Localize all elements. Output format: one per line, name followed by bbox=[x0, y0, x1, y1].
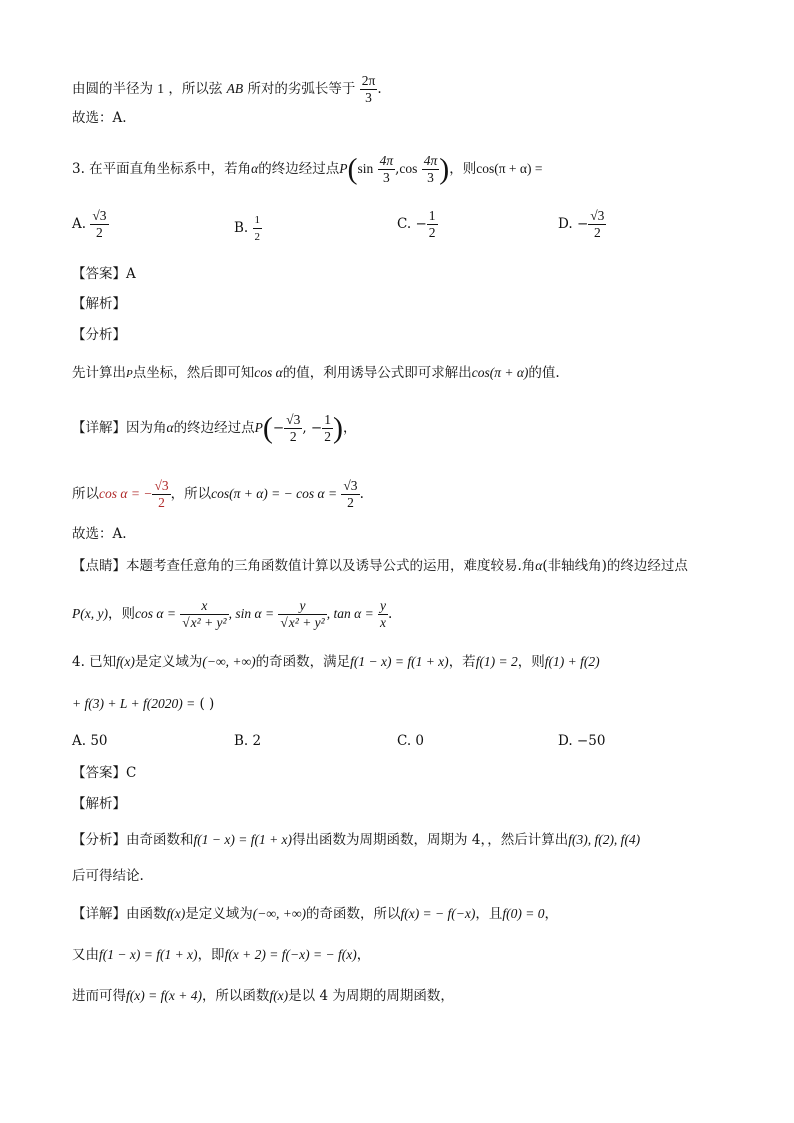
numerator: 1 bbox=[428, 208, 436, 223]
math: f(1 − x) = f(1 + x) bbox=[350, 654, 449, 669]
answer-label: 【答案】A bbox=[72, 266, 136, 282]
math: P(x, y) bbox=[72, 606, 108, 621]
option-a[interactable] bbox=[72, 208, 109, 241]
text: ，则 bbox=[517, 654, 545, 670]
math: + f(3) + L + f(2020) = bbox=[72, 696, 196, 711]
denominator: 2 bbox=[347, 495, 354, 510]
option-b[interactable] bbox=[234, 212, 262, 245]
math: f(1 − x) = f(1 + x) bbox=[99, 947, 198, 962]
math: f(1 − x) = f(1 + x) bbox=[193, 832, 293, 847]
paren: ( bbox=[347, 152, 358, 186]
math: α bbox=[166, 420, 174, 435]
fraction bbox=[588, 208, 606, 241]
math: cos α = − bbox=[99, 486, 153, 501]
fraction bbox=[341, 478, 359, 511]
minus: − bbox=[415, 216, 427, 232]
option-b[interactable]: B. 2 bbox=[234, 733, 262, 749]
text: ，且 bbox=[475, 906, 503, 922]
paren: ) bbox=[332, 411, 343, 445]
fraction bbox=[284, 412, 302, 445]
denominator: √x² + y² bbox=[182, 615, 227, 630]
denominator: x bbox=[379, 615, 386, 630]
math: cos bbox=[399, 161, 418, 176]
fenxi-text-2: 后可得结论. bbox=[72, 868, 144, 884]
numerator: √3 bbox=[286, 412, 301, 427]
text: ，则 bbox=[449, 161, 477, 177]
numerator: √3 bbox=[343, 478, 358, 493]
text: ，若 bbox=[448, 654, 476, 670]
detail-line: 【详解】因为角α的终边经过点P(− $\frac{√3}{2}$ , − $\frac{1}{2}$ )， bbox=[72, 411, 357, 445]
text: 的奇函数，所以 bbox=[305, 906, 401, 922]
text: 【详解】由函数 bbox=[72, 906, 167, 922]
answer-label: 【答案】C bbox=[72, 765, 137, 781]
detail-line bbox=[72, 904, 558, 924]
numerator: √3 bbox=[590, 208, 605, 223]
paren: ( bbox=[262, 411, 273, 445]
text: 所对的劣弧长等于 bbox=[247, 81, 356, 97]
option-c[interactable]: C. 0 bbox=[397, 733, 425, 749]
text: 是定义域为 bbox=[185, 906, 253, 922]
denominator: 2 bbox=[96, 225, 103, 240]
math: P bbox=[254, 420, 263, 435]
denominator: 3 bbox=[365, 90, 372, 105]
text: . bbox=[359, 486, 364, 502]
option-d[interactable]: D. −50 bbox=[558, 733, 606, 749]
jiexi-label: 【解析】 bbox=[72, 296, 126, 312]
choose-line: 故选：A. bbox=[72, 110, 127, 126]
numerator: y bbox=[379, 598, 386, 613]
numerator: y bbox=[278, 598, 326, 615]
final-line bbox=[72, 986, 454, 1006]
denominator: √x² + y² bbox=[280, 615, 325, 630]
math: AB bbox=[226, 81, 244, 96]
q3-stem bbox=[72, 153, 542, 186]
math: f(x + 2) = f(−x) = − f(x) bbox=[224, 947, 357, 962]
minus: − bbox=[576, 216, 589, 232]
denominator: 2 bbox=[593, 225, 601, 240]
text: 4. 已知 bbox=[72, 654, 117, 670]
text: (非轴线角)的终边经过点 bbox=[542, 558, 688, 574]
math: α bbox=[535, 558, 543, 573]
jiexi-label: 【解析】 bbox=[72, 796, 126, 812]
so-line bbox=[72, 478, 364, 511]
text: ，所以弦 bbox=[168, 81, 223, 97]
math: , sin α = bbox=[228, 606, 275, 621]
math: cos α = bbox=[134, 606, 176, 621]
q4-stem-2 bbox=[72, 694, 214, 714]
denominator: 2 bbox=[289, 429, 297, 444]
again-line bbox=[72, 945, 370, 965]
numerator: x bbox=[180, 598, 228, 615]
math: P bbox=[126, 368, 133, 380]
text: 的奇函数，满足 bbox=[255, 654, 351, 670]
text: ， bbox=[356, 947, 371, 963]
text: 3. 在平面直角坐标系中，若角 bbox=[72, 161, 252, 177]
text: 的值. bbox=[528, 365, 560, 381]
label: B. bbox=[234, 220, 249, 236]
text: 又由 bbox=[72, 947, 99, 963]
math: f(1) = 2 bbox=[475, 654, 518, 669]
text-line bbox=[72, 73, 382, 106]
math: f(3), f(2), f(4) bbox=[568, 832, 641, 847]
math: f(x) = f(x + 4) bbox=[126, 988, 202, 1003]
math: sin bbox=[357, 161, 374, 176]
text: ， bbox=[342, 420, 357, 436]
math: f(x) bbox=[116, 654, 135, 669]
text: . bbox=[387, 606, 393, 622]
fraction bbox=[253, 212, 263, 245]
text: 的终边经过点 bbox=[173, 420, 255, 436]
denominator: 2 bbox=[324, 429, 331, 444]
fraction bbox=[422, 153, 440, 186]
math: f(x) = − f(−x) bbox=[400, 906, 476, 921]
dianjing-line bbox=[72, 556, 688, 576]
text: ， bbox=[544, 906, 558, 922]
blank: ( ) bbox=[199, 696, 215, 712]
text: 是以 4 为周期的周期函数， bbox=[288, 988, 454, 1004]
math: cos(π + α) = bbox=[476, 161, 543, 176]
choose-line: 故选：A. bbox=[72, 526, 127, 542]
math: f(0) = 0 bbox=[502, 906, 545, 921]
fraction bbox=[360, 73, 378, 106]
text: 点坐标，然后即可知 bbox=[132, 365, 255, 381]
fraction bbox=[427, 208, 438, 241]
option-a[interactable]: A. 50 bbox=[72, 733, 108, 749]
text: ，即 bbox=[197, 947, 225, 963]
denominator: 2 bbox=[254, 231, 261, 243]
option-c[interactable] bbox=[397, 208, 438, 241]
numerator: √3 bbox=[154, 478, 169, 493]
text: 的终边经过点 bbox=[258, 161, 340, 177]
text: . bbox=[377, 81, 382, 97]
math: cos(π + α) = − cos α = bbox=[211, 486, 338, 501]
math: 1 bbox=[157, 81, 165, 96]
text: 的值，利用诱导公式即可求解出 bbox=[282, 365, 472, 381]
math: f(1) + f(2) bbox=[544, 654, 600, 669]
math: , tan α = bbox=[326, 606, 374, 621]
label: C. bbox=[397, 216, 412, 232]
text: 先计算出 bbox=[72, 365, 126, 381]
fraction bbox=[152, 478, 170, 511]
numerator: 1 bbox=[253, 212, 263, 229]
text: 是定义域为 bbox=[134, 654, 203, 670]
text: 进而可得 bbox=[72, 988, 126, 1004]
text: 【分析】由奇函数和 bbox=[72, 832, 194, 848]
fraction bbox=[378, 598, 388, 631]
text: 得出函数为周期函数，周期为 4，，然后计算出 bbox=[292, 832, 569, 848]
denominator: 2 bbox=[428, 225, 436, 240]
paren: ) bbox=[439, 152, 450, 186]
text: 【详解】因为角 bbox=[72, 420, 167, 436]
math: cos(π + α) bbox=[471, 365, 529, 380]
text: 所以 bbox=[72, 486, 99, 502]
numerator: 4π bbox=[423, 153, 438, 168]
fenxi-text bbox=[72, 830, 640, 850]
text: ，所以函数 bbox=[201, 988, 270, 1004]
math: P bbox=[339, 161, 348, 176]
q4-stem bbox=[72, 652, 600, 672]
numerator: 4π bbox=[379, 153, 394, 168]
label: A. bbox=[72, 216, 87, 232]
text: ，则 bbox=[107, 606, 135, 622]
text: 【点睛】本题考查任意角的三角函数值计算以及诱导公式的运用，难度较易.角 bbox=[72, 558, 536, 574]
math: (−∞, +∞) bbox=[202, 654, 256, 669]
numerator: 1 bbox=[324, 412, 331, 427]
text: , bbox=[395, 161, 400, 177]
denominator: 2 bbox=[158, 495, 165, 510]
denominator: 3 bbox=[427, 170, 434, 185]
formula-line bbox=[72, 598, 392, 631]
fenxi-label: 【分析】 bbox=[72, 327, 126, 343]
denominator: 3 bbox=[382, 170, 390, 185]
fraction bbox=[180, 598, 228, 631]
fraction bbox=[322, 412, 333, 445]
math: f(x) bbox=[269, 988, 289, 1003]
fraction bbox=[278, 598, 326, 631]
option-d[interactable] bbox=[558, 208, 606, 241]
radicand: x² + y² bbox=[288, 615, 325, 630]
math: α bbox=[251, 161, 259, 176]
fraction bbox=[378, 153, 396, 186]
math: (−∞, +∞) bbox=[252, 906, 306, 921]
math: cos α bbox=[254, 365, 283, 380]
text: 由圆的半径为 bbox=[72, 81, 153, 97]
numerator: 2π bbox=[361, 73, 376, 88]
numerator: √3 bbox=[92, 208, 107, 223]
fenxi-text bbox=[72, 363, 560, 384]
fraction bbox=[90, 208, 108, 241]
label: D. bbox=[558, 216, 573, 232]
math: f(x) bbox=[166, 906, 186, 921]
radicand: x² + y² bbox=[190, 615, 227, 630]
text: ，所以 bbox=[170, 486, 212, 502]
